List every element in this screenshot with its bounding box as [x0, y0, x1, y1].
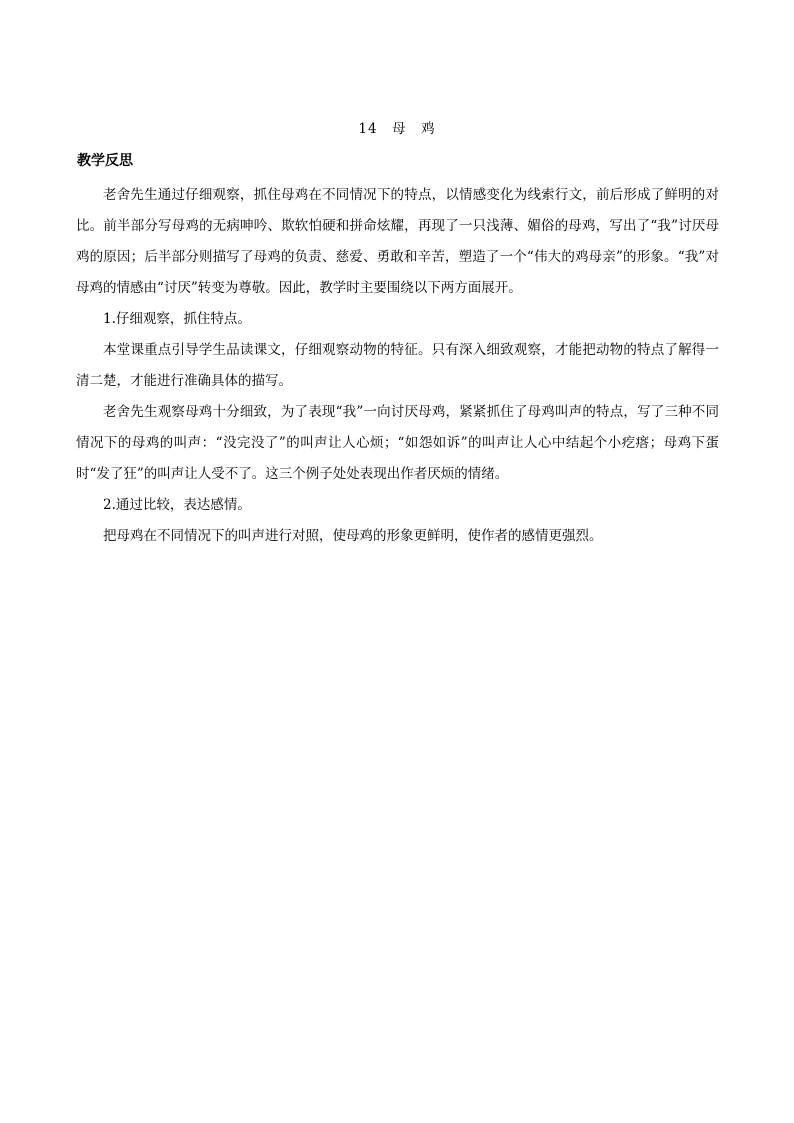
- point-heading: 1.仔细观察，抓住特点。: [103, 311, 251, 327]
- reflection-paragraph: 老舍先生通过仔细观察，抓住母鸡在不同情况下的特点，以情感变化为线索行文，前后形成了鲜明的对比。前半部分写母鸡的无病呻吟、欺软怕硬和拼命炫耀，再现了一只浅薄、媚俗的母鸡，写出了“我”讨厌母鸡的原因；后半部分则描写了母鸡的负责、慈爱、勇敢和辛苦，塑造了一个“伟大的鸡母亲”的形象。“我”对母鸡的情感由“讨厌”转变为尊敬。因此，教学时主要围绕以下两方面展开。: [76, 187, 719, 296]
- section-heading: 教学反思: [77, 153, 133, 169]
- point-heading: 2.通过比较，表达感情。: [103, 497, 251, 513]
- lesson-title: 14 母 鸡: [358, 121, 436, 137]
- document-body: [76, 180, 719, 552]
- reflection-paragraph: 把母鸡在不同情况下的叫声进行对照，使母鸡的形象更鲜明，使作者的感情更强烈。: [103, 528, 603, 544]
- reflection-paragraph: 老舍先生观察母鸡十分细致，为了表现“我”一向讨厌母鸡，紧紧抓住了母鸡叫声的特点，写了三种不同情况下的母鸡的叫声：“没完没了”的叫声让人心烦；“如怨如诉”的叫声让人心中结起个小疙瘩；母鸡下蛋时“发了狂”的叫声让人受不了。这三个例子处处表现出作者厌烦的情绪。: [76, 404, 719, 482]
- reflection-paragraph: 本堂课重点引导学生品读课文，仔细观察动物的特征。只有深入细致观察，才能把动物的特点了解得一清二楚，才能进行准确具体的描写。: [76, 342, 719, 389]
